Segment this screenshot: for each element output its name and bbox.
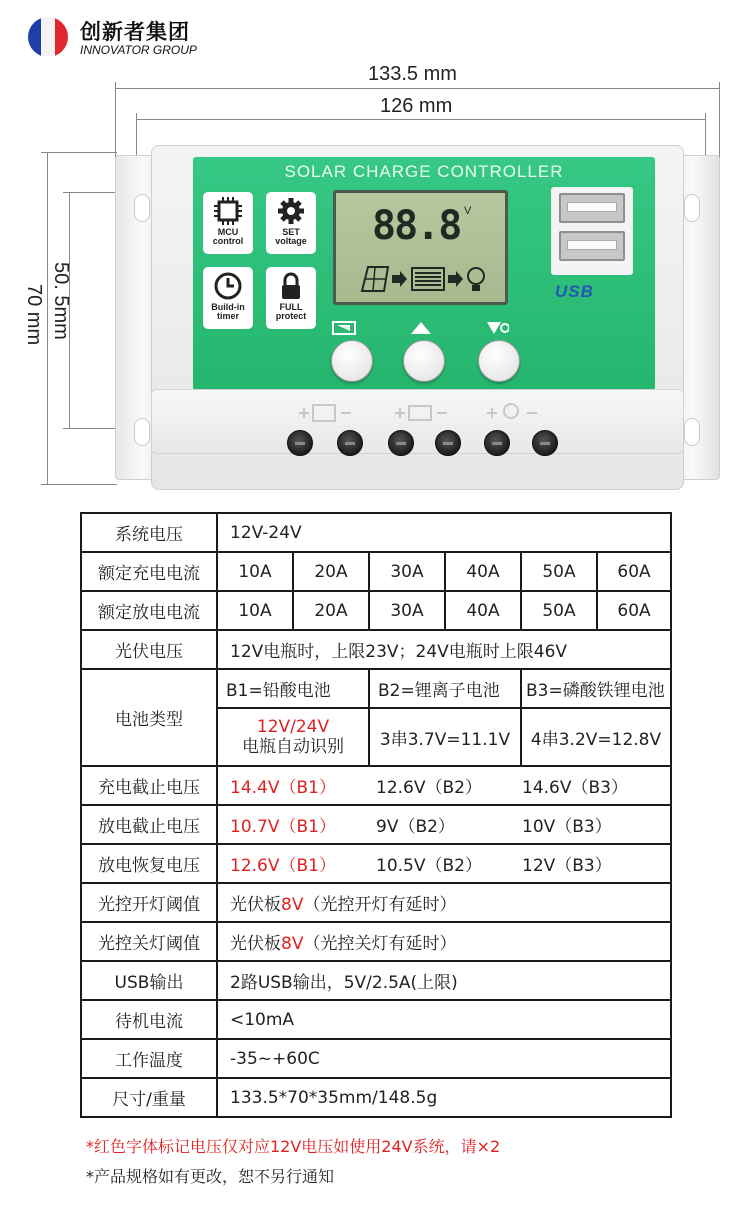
current-cell: 10A <box>217 591 293 630</box>
threshold-suffix: （光控开灯有延时） <box>303 895 457 915</box>
lcd-digits: 88.8 <box>372 203 461 249</box>
panel-title: SOLAR CHARGE CONTROLLER <box>284 162 564 181</box>
menu-button[interactable] <box>331 340 373 382</box>
table-row <box>81 669 671 708</box>
row-value: <10mA <box>217 1000 671 1039</box>
brand-name-cn: 创新者集团 <box>80 20 190 44</box>
row-value <box>217 844 671 883</box>
usb-port[interactable] <box>559 231 625 261</box>
load-terminal-icon <box>504 404 518 418</box>
table-row <box>81 844 671 883</box>
arrow-icon <box>392 271 407 287</box>
table-row <box>81 766 671 805</box>
current-cell: 20A <box>293 552 369 591</box>
current-cell: 60A <box>597 591 671 630</box>
row-label: 系统电压 <box>81 513 217 552</box>
row-label: 工作温度 <box>81 1039 217 1078</box>
row-value: 12V-24V <box>217 513 671 552</box>
set-voltage-badge <box>266 192 316 254</box>
table-row <box>81 513 671 552</box>
current-cell: 40A <box>445 591 521 630</box>
terminal-labels <box>295 400 555 426</box>
overall-height-label: 70 mm <box>23 284 45 346</box>
row-label: 电池类型 <box>81 669 217 766</box>
threshold-voltage: 8V <box>281 895 304 915</box>
threshold-suffix: （光控关灯有延时） <box>303 934 457 954</box>
b2-value: 10.5V（B2） <box>376 856 482 876</box>
table-row <box>81 961 671 1000</box>
current-cell: 60A <box>597 552 671 591</box>
lock-icon <box>276 271 306 301</box>
table-row <box>81 630 671 669</box>
auto-detect-voltage: 12V/24V <box>256 717 330 737</box>
france-flag-logo-icon <box>28 17 68 57</box>
table-row <box>81 1000 671 1039</box>
b2-value: 12.6V（B2） <box>376 778 482 798</box>
terminal-screw <box>287 430 313 456</box>
lcd-display <box>333 190 508 305</box>
extension-line <box>47 152 117 153</box>
row-label: 光伏电压 <box>81 630 217 669</box>
flag-white-stripe <box>41 17 54 57</box>
menu-button-label-icon <box>332 320 356 336</box>
current-cell: 50A <box>521 552 597 591</box>
extension-line <box>47 484 117 485</box>
row-label: 放电截止电压 <box>81 805 217 844</box>
usb-logo: USB <box>555 282 594 301</box>
battery-icon <box>412 268 444 290</box>
mcu-control-badge <box>203 192 253 254</box>
note-spec-change: *产品规格如有更改，恕不另行通知 <box>86 1167 335 1186</box>
up-button[interactable] <box>403 340 445 382</box>
overall-width-line <box>115 88 720 89</box>
b3-value: 10V（B3） <box>522 817 612 837</box>
current-cell: 20A <box>293 591 369 630</box>
row-label: 尺寸/重量 <box>81 1078 217 1117</box>
brand-name-en: INNOVATOR GROUP <box>80 43 197 57</box>
b1-value: 14.4V（B1） <box>230 778 336 798</box>
row-value: 2路USB输出，5V/2.5A(上限) <box>217 961 671 1000</box>
current-cell: 10A <box>217 552 293 591</box>
timer-badge <box>203 267 253 329</box>
row-value <box>217 766 671 805</box>
terminal-screw <box>484 430 510 456</box>
row-label: 光控关灯阈值 <box>81 922 217 961</box>
solar-terminal-icon <box>313 405 335 421</box>
feature-label-line1: FULL <box>279 302 303 312</box>
b3-spec-cell: 4串3.2V=12.8V <box>521 708 671 766</box>
down-button[interactable] <box>478 340 520 382</box>
down-button-label-icon <box>485 320 509 336</box>
note-24v-warning: *红色字体标记电压仅对应12V电压如使用24V系统，请×2 <box>86 1137 501 1156</box>
feature-label-line2: control <box>212 236 244 246</box>
table-row <box>81 883 671 922</box>
row-label: 放电恢复电压 <box>81 844 217 883</box>
current-cell: 50A <box>521 591 597 630</box>
mounting-hole <box>684 194 700 222</box>
current-cell: 30A <box>369 591 445 630</box>
auto-detect-text: 电瓶自动识别 <box>242 737 344 757</box>
feature-label-line1: SET <box>282 227 300 237</box>
row-label: USB输出 <box>81 961 217 1000</box>
battery-terminal-icon <box>409 406 431 420</box>
auto-detect-cell <box>217 708 369 766</box>
current-cell: 30A <box>369 552 445 591</box>
terminal-screw <box>337 430 363 456</box>
mounting-hole <box>134 194 150 222</box>
b1-value: 10.7V（B1） <box>230 817 336 837</box>
row-label: 待机电流 <box>81 1000 217 1039</box>
table-row <box>81 922 671 961</box>
row-value <box>217 922 671 961</box>
b3-value: 14.6V（B3） <box>522 778 628 798</box>
hole-height-label: 50. 5mm <box>50 262 72 340</box>
table-row <box>81 1039 671 1078</box>
battery-type-b2: B2=锂离子电池 <box>369 669 521 708</box>
usb-port[interactable] <box>559 193 625 223</box>
row-value: -35~+60C <box>217 1039 671 1078</box>
charge-controller-device <box>115 145 720 490</box>
overall-height-line <box>47 152 48 484</box>
hole-width-line <box>136 119 706 120</box>
b1-value: 12.6V（B1） <box>230 856 336 876</box>
clock-icon <box>213 271 243 301</box>
mounting-hole <box>134 418 150 446</box>
b2-value: 9V（B2） <box>376 817 455 837</box>
row-value <box>217 883 671 922</box>
feature-label-line2: timer <box>216 311 239 321</box>
table-row <box>81 1078 671 1117</box>
table-row <box>81 591 671 630</box>
flag-blue-stripe <box>28 17 41 57</box>
arrow-icon <box>448 271 463 287</box>
feature-label-line2: voltage <box>275 236 307 246</box>
row-label: 额定充电电流 <box>81 552 217 591</box>
flag-red-stripe <box>55 17 68 57</box>
table-row <box>81 805 671 844</box>
terminal-screw <box>435 430 461 456</box>
energy-flow-icons <box>360 263 490 295</box>
row-value <box>217 805 671 844</box>
front-panel <box>193 157 655 390</box>
feature-label-line1: Build-in <box>211 302 245 312</box>
feature-label-line1: MCU <box>217 227 239 237</box>
row-value: 133.5*70*35mm/148.5g <box>217 1078 671 1117</box>
bulb-icon <box>468 268 484 291</box>
mounting-hole <box>684 418 700 446</box>
row-label: 额定放电电流 <box>81 591 217 630</box>
current-cell: 40A <box>445 552 521 591</box>
terminal-screw <box>532 430 558 456</box>
up-button-label-icon <box>409 320 433 336</box>
b3-value: 12V（B3） <box>522 856 612 876</box>
usb-port-housing <box>551 187 633 275</box>
solar-panel-icon <box>362 267 388 291</box>
row-label: 充电截止电压 <box>81 766 217 805</box>
row-value: 12V电瓶时，上限23V；24V电瓶时上限46V <box>217 630 671 669</box>
row-label: 光控开灯阈值 <box>81 883 217 922</box>
battery-type-b3: B3=磷酸铁锂电池 <box>521 669 671 708</box>
chip-icon <box>213 196 243 226</box>
gear-icon <box>276 196 306 226</box>
feature-label-line2: protect <box>275 311 307 321</box>
terminal-screw <box>388 430 414 456</box>
spec-table <box>80 512 672 1118</box>
full-protect-badge <box>266 267 316 329</box>
lcd-unit: V <box>464 205 472 217</box>
threshold-voltage: 8V <box>281 934 304 954</box>
hole-width-label: 126 mm <box>380 95 453 117</box>
overall-width-label: 133.5 mm <box>368 63 457 85</box>
b2-spec-cell: 3串3.7V=11.1V <box>369 708 521 766</box>
threshold-prefix: 光伏板 <box>230 934 281 954</box>
battery-type-b1: B1=铅酸电池 <box>217 669 369 708</box>
threshold-prefix: 光伏板 <box>230 895 281 915</box>
table-row <box>81 552 671 591</box>
